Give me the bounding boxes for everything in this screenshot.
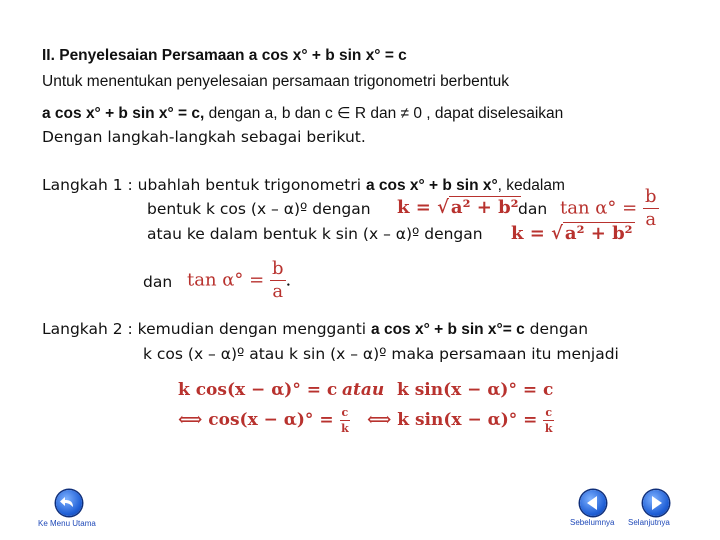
step1-dan-2: dan — [143, 273, 173, 291]
intro-line-2 — [42, 103, 563, 124]
section-heading: II. Penyelesaian Persamaan a cos x° + b sin x° = c — [42, 47, 407, 64]
prev-button[interactable] — [580, 490, 606, 516]
step1-prefix: Langkah 1 : ubahlah bentuk trigonometri — [42, 176, 366, 194]
intro-equation: a cos x° + b sin x° = c, — [42, 105, 205, 122]
next-button[interactable] — [643, 490, 669, 516]
tan-den: a — [645, 209, 657, 230]
step1-expression: a cos x° + b sin x° — [365, 177, 498, 194]
equation-atau: atau — [342, 380, 385, 400]
step1-suffix: , kedalam — [497, 177, 565, 194]
k-formula-2: k = √ a² + b² — [511, 223, 633, 244]
triangle-right-icon — [643, 490, 669, 516]
intro-line-1: Untuk menentukan penyelesaian persamaan trigonometri berbentuk — [42, 73, 510, 90]
next-label[interactable]: Selanjutnya — [628, 518, 670, 527]
tan-formula-2: tan α° = $\frac{b}{a}$ . — [187, 258, 292, 302]
step2-line-2: k cos (x – α)º atau k sin (x – α)º maka persamaan itu menjadi — [143, 345, 619, 363]
step2-prefix: Langkah 2 : kemudian dengan mengganti — [42, 320, 372, 338]
equation-sin: k sin(x − α)° = c — [397, 380, 554, 400]
step1-line-1 — [42, 175, 565, 196]
intro-line-3: Dengan langkah-langkah sebagai berikut. — [42, 128, 366, 146]
step1-dan-1: dan — [518, 200, 548, 218]
intro-condition: dengan a, b dan c ∈ R dan ≠ 0 , dapat diselesaikan — [204, 105, 564, 122]
equation-cos-solved: ⟺ cos(x − α)° = $\frac{c}{k}$ — [178, 406, 349, 435]
step1-line-2: bentuk k cos (x – α)º dengan — [147, 200, 371, 218]
step2-suffix: dengan — [524, 320, 589, 338]
triangle-left-icon — [580, 490, 606, 516]
equation-sin-solved: ⟺ k sin(x − α)° = $\frac{c}{k}$ — [367, 406, 553, 435]
prev-label[interactable]: Sebelumnya — [570, 518, 615, 527]
tan-num: b — [644, 186, 657, 207]
home-label[interactable]: Ke Menu Utama — [38, 519, 96, 528]
tan-alpha-label: tan α° = — [560, 197, 638, 219]
step1-line-3: atau ke dalam bentuk k sin (x – α)º dengan — [147, 225, 483, 243]
equation-cos: k cos(x − α)° = c — [178, 380, 338, 400]
step2-expression: a cos x° + b sin x°= c — [371, 321, 525, 338]
home-button[interactable] — [56, 490, 82, 516]
k-formula-1: k = √ a² + b² — [397, 197, 519, 218]
return-arrow-icon — [56, 490, 82, 516]
step2-line-1 — [42, 319, 588, 340]
